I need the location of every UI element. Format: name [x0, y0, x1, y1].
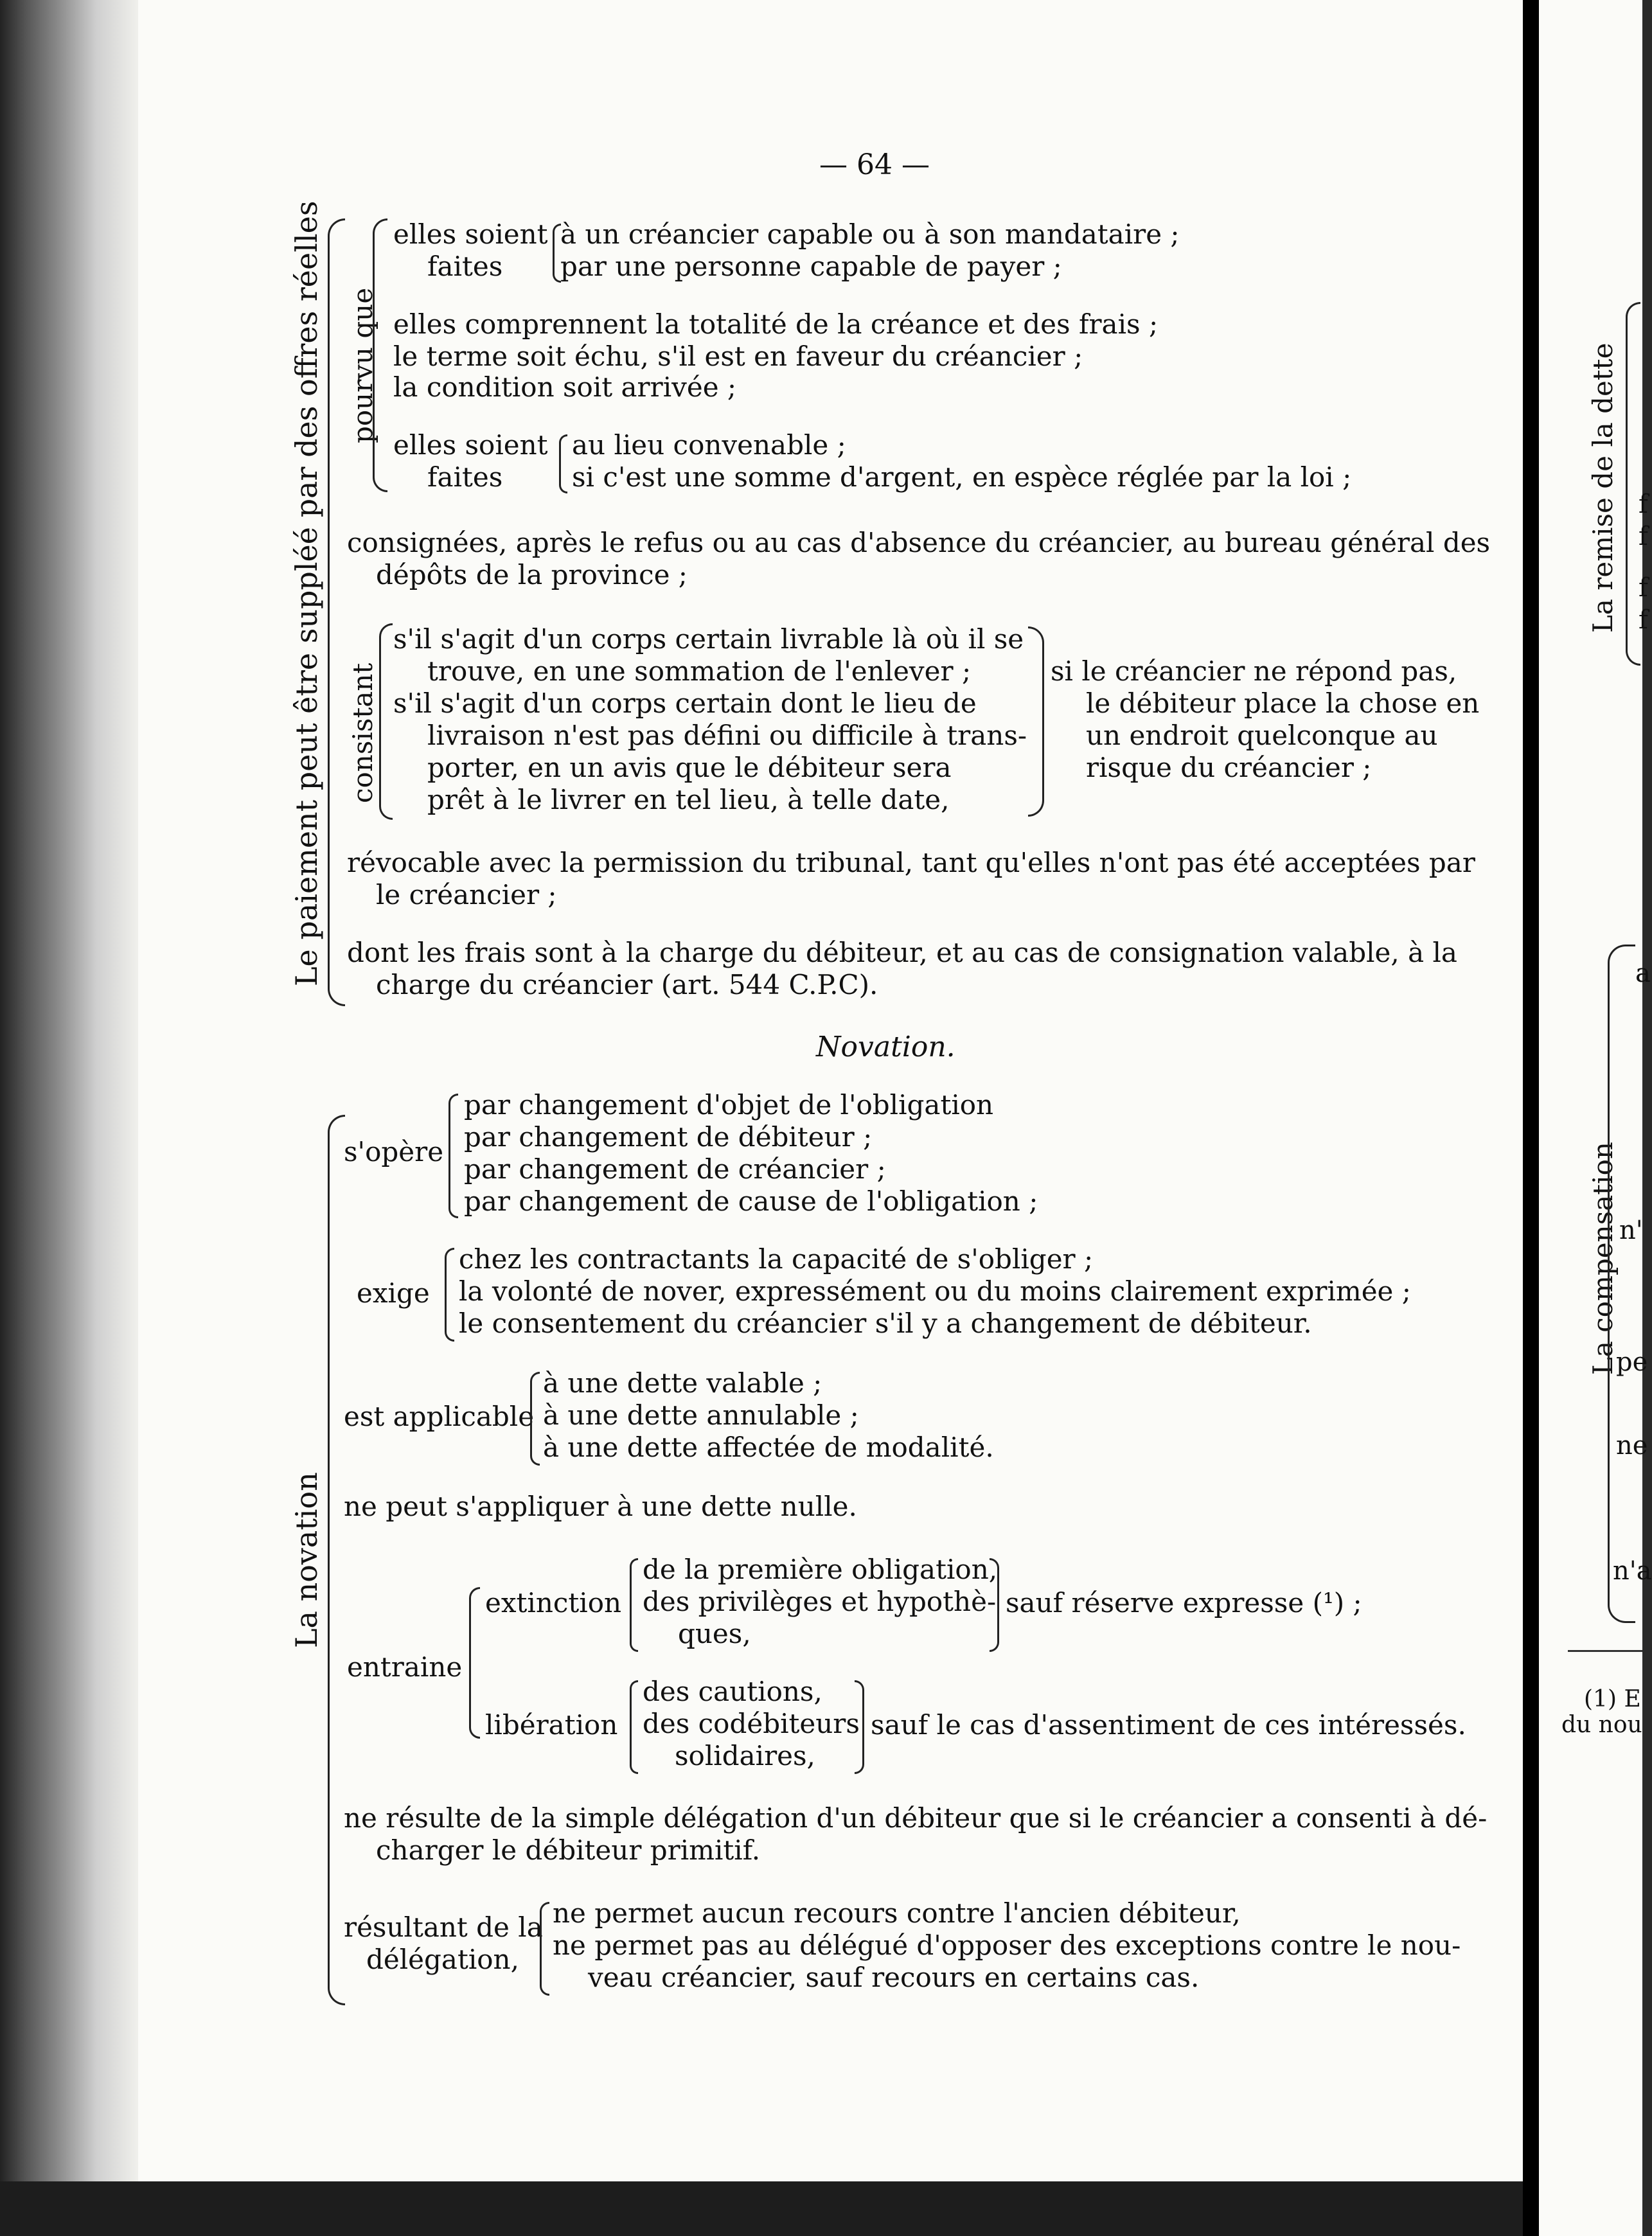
pourvu-label: pourvu que	[347, 287, 378, 443]
delegation-line-2: charger le débiteur primitif.	[376, 1834, 761, 1866]
offres-line-3: elles comprennent la totalité de la créance et des frais ;	[393, 308, 1159, 340]
brace-extinction-right	[990, 1558, 999, 1652]
sopere-line-4: par changement de cause de l'obligation ;	[464, 1185, 1038, 1217]
brace-small	[559, 434, 567, 493]
liberation-line-2: des codébiteurs	[643, 1708, 860, 1739]
applicable-line-2: à une dette annulable ;	[543, 1399, 859, 1431]
applicable-line-1: à une dette valable ;	[543, 1367, 822, 1399]
novation-brace	[328, 1115, 345, 2005]
consistant-brace	[379, 623, 393, 820]
creancier-line-4: risque du créancier ;	[1086, 752, 1372, 783]
offres-line-4: le terme soit échu, s'il est en faveur du créancier ;	[393, 341, 1083, 372]
extinction-line-3: ques,	[678, 1618, 751, 1649]
consignees-line-1: consignées, après le refus ou au cas d'absence du créancier, au bureau général des	[347, 527, 1491, 558]
brace-liberation	[630, 1680, 638, 1774]
consistant-line-3: s'il s'agit d'un corps certain dont le lieu de	[393, 688, 977, 719]
brace-exige	[445, 1248, 454, 1342]
extinction-line-1: de la première obligation,	[643, 1554, 998, 1585]
page-separator	[1523, 0, 1539, 2236]
dont-line-1: dont les frais sont à la charge du débiteur, et au cas de consignation valable, à la	[347, 937, 1457, 968]
revocable-line-1: révocable avec la permission du tribunal, tant qu'elles n'ont pas été acceptées par	[347, 847, 1475, 878]
right-frag-f3: f	[1639, 573, 1648, 603]
footnote-rule	[1568, 1650, 1642, 1652]
delegation-line-1: ne résulte de la simple délégation d'un débiteur que si le créancier a consenti à dé-	[344, 1802, 1488, 1834]
right-frag-ne: ne	[1616, 1431, 1648, 1460]
offres-line-1: à un créancier capable ou à son mandataire ;	[560, 218, 1180, 250]
sopere-line-3: par changement de créancier ;	[464, 1153, 886, 1185]
right-frag-n1: n'	[1619, 1216, 1643, 1245]
applicable-line-3: à une dette affectée de modalité.	[543, 1432, 994, 1463]
soient-faites-1: elles soient	[393, 218, 548, 250]
resultant-label-2: délégation,	[366, 1944, 519, 1975]
footnote-fragment-1: (1) E	[1584, 1686, 1641, 1712]
liberation-reserve: sauf le cas d'assentiment de ces intéressés.	[871, 1709, 1466, 1741]
brace-applicable	[530, 1372, 540, 1466]
revocable-line-2: le créancier ;	[376, 879, 557, 910]
compensation-title: La compensation	[1587, 1142, 1619, 1375]
sopere-label: s'opère	[344, 1136, 444, 1167]
brace-right	[1028, 626, 1044, 817]
liberation-label: libération	[485, 1709, 618, 1741]
exige-line-2: la volonté de nover, expressément ou du moins clairement exprimée ;	[459, 1275, 1411, 1307]
exige-label: exige	[357, 1277, 430, 1309]
creancier-line-1: si le créancier ne répond pas,	[1051, 655, 1457, 687]
faites-1: faites	[427, 251, 503, 282]
creancier-line-3: un endroit quelconque au	[1086, 720, 1438, 751]
remise-title: La remise de la dette	[1587, 342, 1619, 633]
brace-sopere	[449, 1094, 458, 1218]
bottom-margin	[0, 2181, 1523, 2236]
dont-line-2: charge du créancier (art. 544 C.P.C).	[376, 969, 878, 1000]
consignees-line-2: dépôts de la province ;	[376, 559, 688, 590]
right-frag-f2: f	[1639, 522, 1648, 551]
applicable-label: est applicable	[344, 1401, 535, 1432]
right-frag-n2: n'a	[1613, 1556, 1652, 1586]
resultant-label-1: résultant de la	[344, 1912, 543, 1943]
resultant-line-1: ne permet aucun recours contre l'ancien débiteur,	[553, 1897, 1241, 1929]
footnote-fragment-2: du nou	[1561, 1712, 1642, 1738]
right-brace-2	[1608, 945, 1635, 1623]
sopere-line-2: par changement de débiteur ;	[464, 1121, 873, 1153]
offres-line-6: au lieu convenable ;	[572, 429, 846, 461]
right-frag-pe: pe	[1616, 1347, 1648, 1377]
novation-title: La novation	[289, 1472, 324, 1648]
page-number: — 64 —	[819, 148, 930, 181]
offres-brace	[328, 218, 345, 1006]
right-frag-f4: f	[1639, 605, 1648, 635]
creancier-line-2: le débiteur place la chose en	[1086, 688, 1480, 719]
extinction-reserve: sauf réserve expresse (¹) ;	[1006, 1587, 1362, 1619]
offres-line-2: par une personne capable de payer ;	[560, 251, 1062, 282]
entraine-label: entraine	[347, 1651, 463, 1683]
offres-line-7: si c'est une somme d'argent, en espèce réglée par la loi ;	[572, 461, 1352, 493]
brace-liberation-right	[855, 1680, 864, 1774]
exige-line-1: chez les contractants la capacité de s'obliger ;	[459, 1243, 1094, 1275]
liberation-line-1: des cautions,	[643, 1676, 822, 1707]
consistant-line-4: livraison n'est pas défini ou difficile à trans-	[427, 720, 1027, 751]
resultant-line-2: ne permet pas au délégué d'opposer des exceptions contre le nou-	[553, 1930, 1461, 1961]
soient-faites-2: elles soient	[393, 429, 548, 461]
binding-gutter	[0, 0, 138, 2236]
right-frag-a: a	[1635, 959, 1651, 988]
offres-title: Le paiement peut être suppléé par des offres réelles	[289, 200, 324, 986]
consistant-line-5: porter, en un avis que le débiteur sera	[427, 752, 952, 783]
consistant-line-2: trouve, en une sommation de l'enlever ;	[427, 655, 972, 687]
exige-line-3: le consentement du créancier s'il y a changement de débiteur.	[459, 1308, 1312, 1339]
consistant-label: consistant	[347, 662, 378, 803]
pourvu-brace	[373, 218, 387, 492]
consistant-line-1: s'il s'agit d'un corps certain livrable là où il se	[393, 623, 1024, 655]
nulle-line: ne peut s'appliquer à une dette nulle.	[344, 1491, 857, 1522]
consistant-line-6: prêt à le livrer en tel lieu, à telle date,	[427, 784, 950, 815]
right-frag-f1: f	[1639, 490, 1648, 519]
offres-line-5: la condition soit arrivée ;	[393, 371, 737, 403]
extinction-line-2: des privilèges et hypothè-	[643, 1586, 997, 1617]
liberation-line-3: solidaires,	[675, 1740, 815, 1771]
brace-resultant	[540, 1902, 549, 1996]
section-heading: Novation.	[816, 1031, 955, 1063]
brace-entraine	[469, 1587, 480, 1739]
faites-2: faites	[427, 461, 503, 493]
extinction-label: extinction	[485, 1587, 622, 1619]
sopere-line-1: par changement d'objet de l'obligation	[464, 1089, 994, 1121]
resultant-line-3: veau créancier, sauf recours en certains cas.	[588, 1962, 1200, 1993]
brace-extinction	[630, 1558, 638, 1652]
